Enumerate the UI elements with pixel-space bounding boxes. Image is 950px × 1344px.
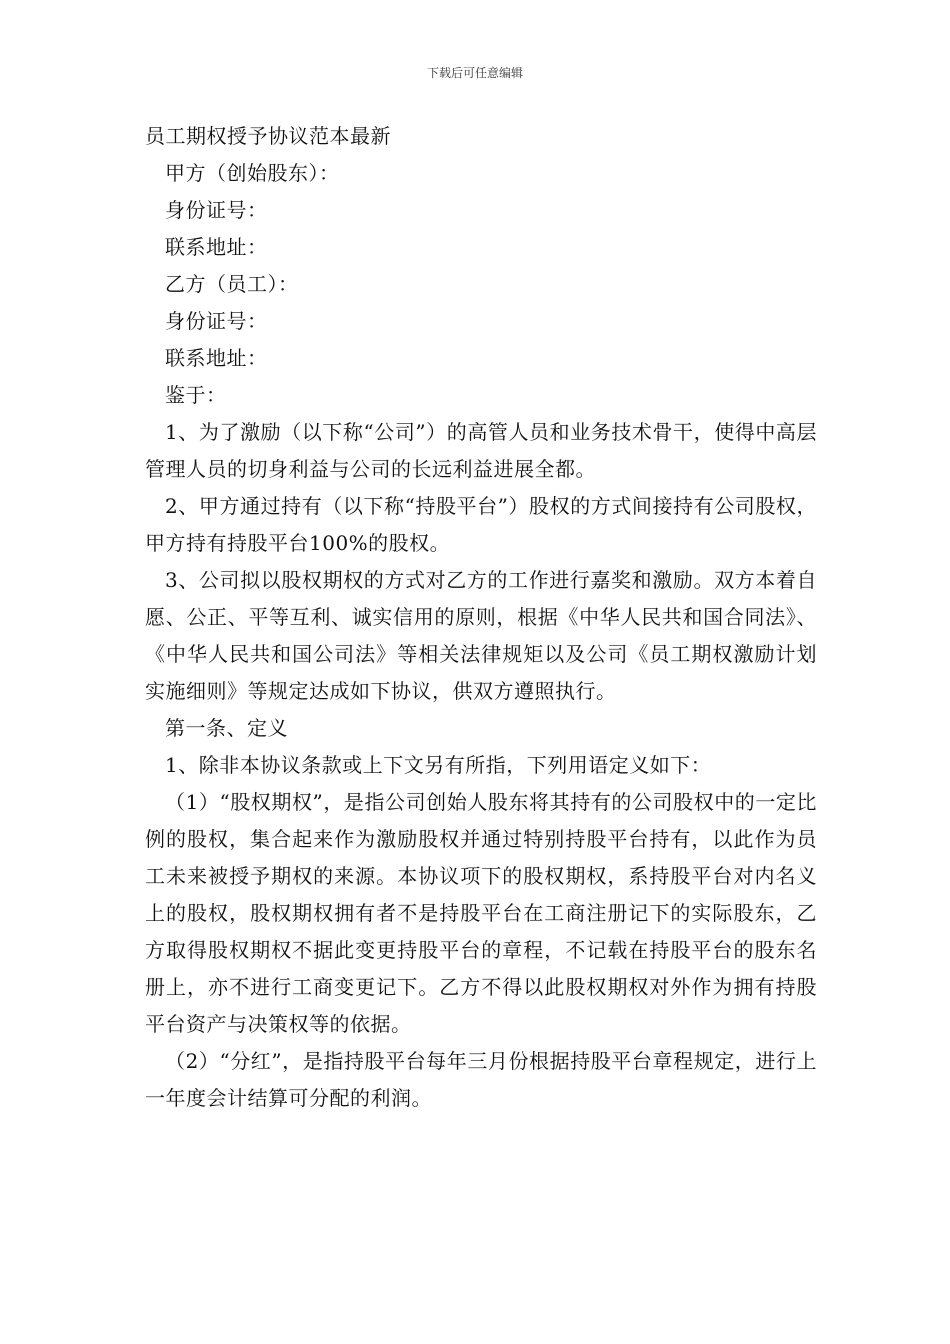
recital-1: 1、为了激励（以下称“公司”）的高管人员和业务技术骨干，使得中高层管理人员的切身利益与公司的长远利益进展全都。 bbox=[145, 420, 817, 481]
document-title: 员工期权授予协议范本最新 bbox=[145, 124, 391, 148]
definition-1: （1）“股权期权”，是指公司创始人股东将其持有的公司股权中的一定比例的股权，集合起来作为激励股权并通过特别持股平台持有，以此作为员工未来被授予期权的来源。本协议项下的股权期权，系持股平台对内名义上的股权，股权期权拥有者不是持股平台在工商注册记下的实际股东，乙方取得股权期权不据此变更持股平台的章程，不记载在持股平台的股东名册上，亦不进行工商变更记下。乙方不得以此股权期权对外作为拥有持股平台资产与决策权等的依据。 bbox=[145, 790, 817, 1036]
party-b-label: 乙方（员工）： bbox=[165, 272, 299, 296]
page-header-note: 下载后可任意编辑 bbox=[426, 66, 523, 80]
party-b-id-label: 身份证号： bbox=[165, 309, 268, 333]
article-1-heading: 第一条、定义 bbox=[165, 716, 288, 740]
article-1-clause-1: 1、除非本协议条款或上下文另有所指，下列用语定义如下： bbox=[165, 753, 712, 777]
party-b-address-label: 联系地址： bbox=[165, 346, 268, 370]
recital-2: 2、甲方通过持有（以下称“持股平台”）股权的方式间接持有公司股权，甲方持有持股平台100%的股权。 bbox=[145, 494, 817, 555]
recital-3: 3、公司拟以股权期权的方式对乙方的工作进行嘉奖和激励。双方本着自愿、公正、平等互利、诚实信用的原则，根据《中华人民共和国合同法》、《中华人民共和国公司法》等相关法律规矩以及公司《员工期权激励计划实施细则》等规定达成如下协议，供双方遵照执行。 bbox=[145, 568, 817, 703]
party-a-id-label: 身份证号： bbox=[165, 198, 268, 222]
document-body bbox=[145, 118, 817, 1117]
party-a-address-label: 联系地址： bbox=[165, 235, 268, 259]
definition-2: （2）“分红”，是指持股平台每年三月份根据持股平台章程规定，进行上一年度会计结算可分配的利润。 bbox=[145, 1049, 817, 1110]
party-a-label: 甲方（创始股东）： bbox=[165, 161, 340, 185]
whereas-label: 鉴于： bbox=[165, 383, 227, 407]
